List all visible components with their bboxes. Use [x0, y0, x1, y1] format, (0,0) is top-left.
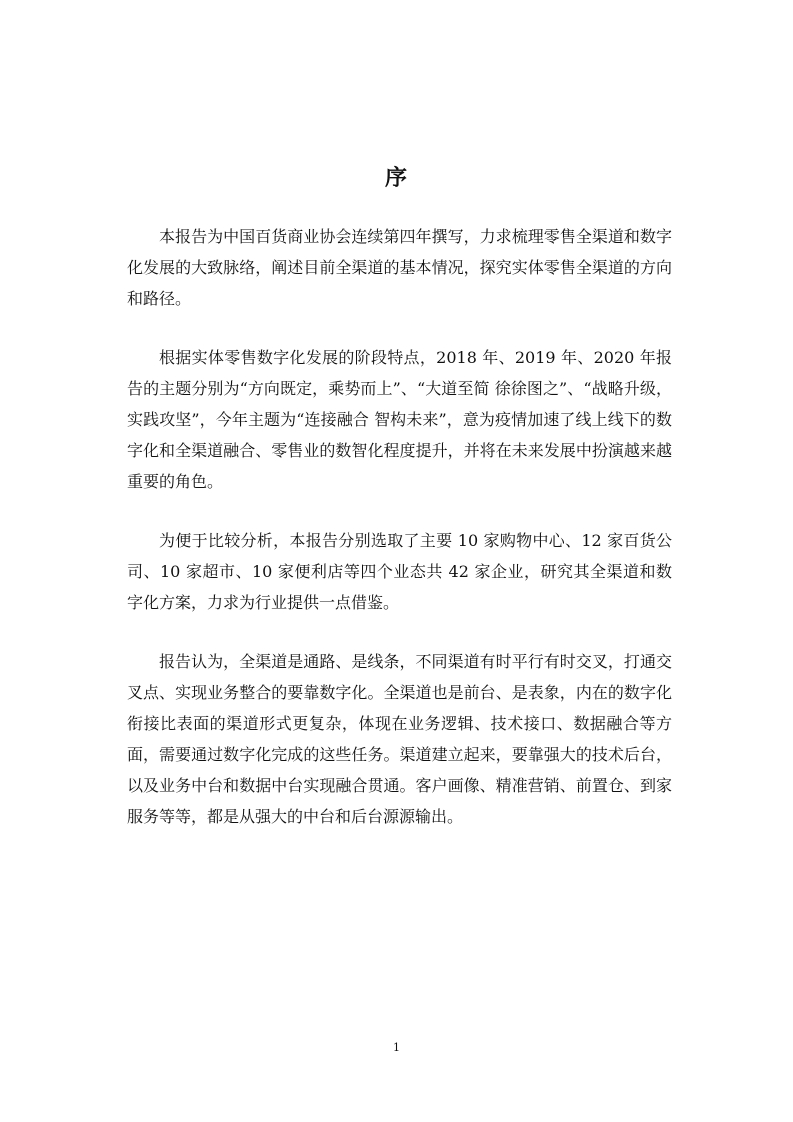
- paragraph-4: 报告认为，全渠道是通路、是线条，不同渠道有时平行有时交叉，打通交叉点、实现业务整合的要靠数字化。全渠道也是前台、是表象，内在的数字化衔接比表面的渠道形式更复杂，体现在业务逻辑、技术接口、数据融合等方面，需要通过数字化完成的这些任务。渠道建立起来，要靠强大的技术后台，以及业务中台和数据中台实现融合贯通。客户画像、精准营销、前置仓、到家服务等等，都是从强大的中台和后台源源输出。: [127, 652, 672, 826]
- page-title: 序: [384, 164, 408, 191]
- paragraph-2: 根据实体零售数字化发展的阶段特点，2018 年、2019 年、2020 年报告的主题分别为“方向既定，乘势而上”、“大道至简 徐徐图之”、“战略升级，实践攻坚”，今年主题为“连接融合 智构未来”，意为疫情加速了线上线下的数字化和全渠道融合、零售业的数智化程度提升，并将在未来发展中扮演越来越重要的角色。: [127, 348, 672, 491]
- paragraph-1: 本报告为中国百货商业协会连续第四年撰写，力求梳理零售全渠道和数字化发展的大致脉络，阐述目前全渠道的基本情况，探究实体零售全渠道的方向和路径。: [127, 227, 672, 308]
- paragraph-3: 为便于比较分析，本报告分别选取了主要 10 家购物中心、12 家百货公司、10 家超市、10 家便利店等四个业态共 42 家企业，研究其全渠道和数字化方案，力求为行业提供一点借鉴。: [127, 531, 672, 612]
- page-number: 1: [393, 1041, 400, 1054]
- body-text: [127, 221, 672, 860]
